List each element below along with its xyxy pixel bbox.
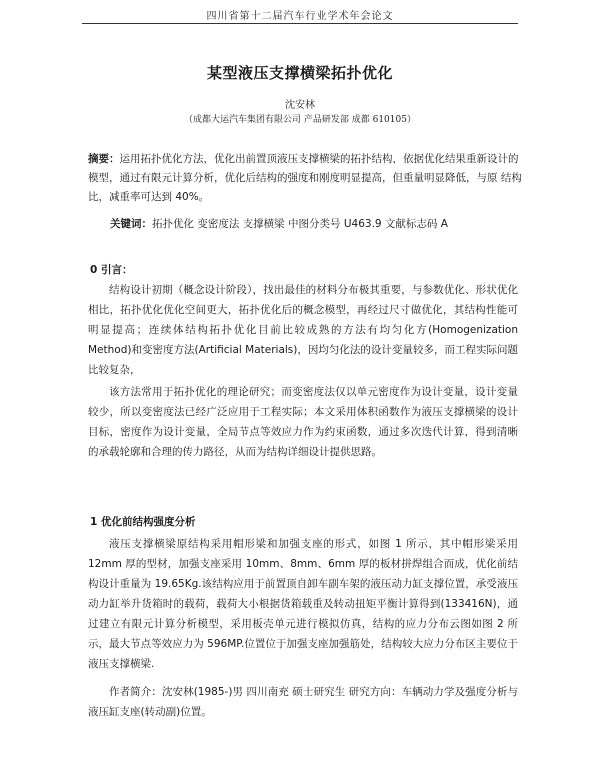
intro-heading: 0 引言： <box>90 264 133 276</box>
header-divider <box>82 23 518 24</box>
section-1-heading: 1 优化前结构强度分析 <box>90 516 196 528</box>
paper-title: 某型液压支撑横梁拓扑优化 <box>206 64 393 82</box>
abstract-text: 运用拓扑优化方法，优化出前置顶液压支撑横梁的拓扑结构，依据优化结果重新设计的模型，通过有限元计算分析，优化后结构的强度和刚度明显提高，但重量明显降低，与原 结构比，减重率可达到 40%。 <box>88 153 522 203</box>
intro-paragraph-1: 结构设计初期（概念设计阶段），找出最佳的材料分布极其重要，与参数优化、形状优化相比，拓扑优化优化空间更大，拓扑优化后的概念模型，再经过尺寸做优化，其结构性能可明显提高；连续体结构拓扑优化目前比较成熟的方法有均匀化方(Homogenization Method)和变密度方法(Artificial Materials)，因均匀化法的设计变量较多，而工程实际问题比较复杂， <box>88 284 518 376</box>
abstract <box>88 150 522 207</box>
keywords <box>110 216 530 231</box>
author-bio: 作者简介：沈安林(1985-)男 四川南充 硕士研究生 研究方向：车辆动力学及强度分析与液压缸支座(转动副)位置。 <box>88 686 518 718</box>
keywords-text: 拓扑优化 变密度法 支撑横梁 中图分类号 U463.9 文献标志码 A <box>152 218 448 230</box>
section-1-paragraph: 液压支撑横梁原结构采用帽形梁和加强支座的形式，如图 1 所示，其中帽形梁采用 12mm 厚的型材，加强支座采用 10mm、8mm、6mm 厚的板材拼焊组合而成，优化前结构设计重量为 19.65Kg.该结构应用于前置顶自卸车副车架的液压动力缸支撑位置，承受液压动力缸举升货箱时的载荷，载荷大小根据货箱载重及转动扭矩平衡计算得到(133416N)，通过建立有限元计算分析模型，采用板壳单元进行模拟仿真，结构的应力分布云图如图 2 所示，最大节点等效应力为 596MP.位置位于加强支座加强筋处，结构较大应力分布区主要位于液压支撑横梁. <box>88 538 518 670</box>
running-header: 四川省第十二届汽车行业学术年会论文 <box>206 11 394 22</box>
keywords-label: 关键词： <box>110 218 152 230</box>
abstract-label: 摘要： <box>88 153 120 165</box>
author-affiliation: （成都大运汽车集团有限公司 产品研发部 成都 610105） <box>184 115 416 125</box>
intro-paragraph-2: 该方法常用于拓扑优化的理论研究；而变密度法仅以单元密度作为设计变量，设计变量较少，所以变密度法已经广泛应用于工程实际；本文采用体积函数作为液压支撑横梁的设计目标，密度作为设计变量，全局节点等效应力作为约束函数，通过多次迭代计算，得到清晰的承载轮廓和合理的传力路径，从而为结构详细设计提供思路。 <box>88 386 518 458</box>
author-name: 沈安林 <box>285 100 315 111</box>
